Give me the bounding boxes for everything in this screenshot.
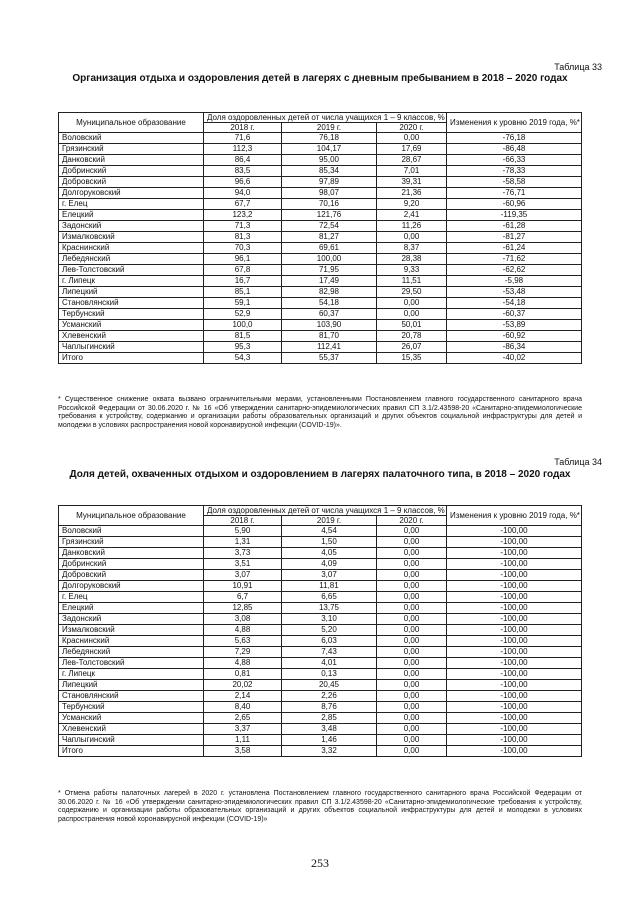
change-cell: -100,00 [447,713,582,724]
municipality-cell: Лев-Толстовский [59,658,204,669]
change-cell: -86,34 [447,342,582,353]
change-cell: -5,98 [447,276,582,287]
municipality-cell: Чаплыгинский [59,735,204,746]
change-cell: -100,00 [447,526,582,537]
change-cell: -100,00 [447,691,582,702]
municipality-cell: Измалковский [59,232,204,243]
value-cell: 2,85 [282,713,377,724]
value-cell: 10,91 [204,581,282,592]
value-cell: 76,18 [282,133,377,144]
value-cell: 0,81 [204,669,282,680]
value-cell: 0,00 [377,680,447,691]
municipality-cell: Тербунский [59,702,204,713]
change-cell: -100,00 [447,746,582,757]
value-cell: 123,2 [204,210,282,221]
change-cell: -81,27 [447,232,582,243]
col-header-2019: 2019 г. [282,123,377,133]
table-row [59,559,582,570]
value-cell: 3,37 [204,724,282,735]
table-row [59,276,582,287]
value-cell: 5,20 [282,625,377,636]
table-34-label: Таблица 34 [554,457,602,467]
municipality-cell: Добринский [59,166,204,177]
value-cell: 0,00 [377,603,447,614]
value-cell: 3,58 [204,746,282,757]
municipality-cell: Добринский [59,559,204,570]
value-cell: 4,88 [204,625,282,636]
change-cell: -76,18 [447,133,582,144]
value-cell: 95,3 [204,342,282,353]
value-cell: 70,16 [282,199,377,210]
col-header-2019: 2019 г. [282,516,377,526]
value-cell: 4,01 [282,658,377,669]
value-cell: 2,41 [377,210,447,221]
change-cell: -100,00 [447,603,582,614]
municipality-cell: Задонский [59,614,204,625]
change-cell: -100,00 [447,658,582,669]
change-cell: -100,00 [447,724,582,735]
municipality-cell: Долгоруковский [59,581,204,592]
value-cell: 5,90 [204,526,282,537]
value-cell: 85,34 [282,166,377,177]
value-cell: 4,88 [204,658,282,669]
municipality-cell: Липецкий [59,287,204,298]
col-header-2018: 2018 г. [204,516,282,526]
table-row [59,320,582,331]
change-cell: -100,00 [447,537,582,548]
municipality-cell: Краснинский [59,636,204,647]
value-cell: 0,00 [377,537,447,548]
value-cell: 29,50 [377,287,447,298]
municipality-cell: г. Елец [59,592,204,603]
change-cell: -100,00 [447,581,582,592]
value-cell: 67,8 [204,265,282,276]
value-cell: 85,1 [204,287,282,298]
value-cell: 81,27 [282,232,377,243]
table-33 [58,112,582,364]
table-row [59,647,582,658]
value-cell: 59,1 [204,298,282,309]
value-cell: 69,61 [282,243,377,254]
value-cell: 3,48 [282,724,377,735]
value-cell: 0,00 [377,713,447,724]
change-cell: -100,00 [447,680,582,691]
table-34-title: Доля детей, охваченных отдыхом и оздоровлением в лагерях палаточного типа, в 2018 – 2020 годах [69,469,571,480]
value-cell: 54,3 [204,353,282,364]
change-cell: -53,48 [447,287,582,298]
table-row [59,166,582,177]
value-cell: 9,33 [377,265,447,276]
value-cell: 0,00 [377,691,447,702]
value-cell: 11,81 [282,581,377,592]
value-cell: 0,00 [377,658,447,669]
value-cell: 112,3 [204,144,282,155]
table-34 [58,505,582,757]
value-cell: 17,69 [377,144,447,155]
change-cell: -66,33 [447,155,582,166]
table-row [59,199,582,210]
change-cell: -60,92 [447,331,582,342]
municipality-cell: Грязинский [59,537,204,548]
change-cell: -100,00 [447,735,582,746]
value-cell: 0,00 [377,526,447,537]
change-cell: -100,00 [447,570,582,581]
value-cell: 8,40 [204,702,282,713]
value-cell: 17,49 [282,276,377,287]
table-row [59,669,582,680]
table-row [59,287,582,298]
municipality-cell: Воловский [59,133,204,144]
value-cell: 6,03 [282,636,377,647]
change-cell: -60,37 [447,309,582,320]
municipality-cell: Измалковский [59,625,204,636]
change-cell: -60,96 [447,199,582,210]
table-row [59,537,582,548]
value-cell: 0,00 [377,724,447,735]
change-cell: -100,00 [447,559,582,570]
municipality-cell: Добровский [59,570,204,581]
value-cell: 3,32 [282,746,377,757]
col-header-share: Доля оздоровленных детей от числа учащихся 1 – 9 классов, % [204,113,447,123]
value-cell: 15,35 [377,353,447,364]
table-row [59,570,582,581]
value-cell: 82,98 [282,287,377,298]
value-cell: 0,00 [377,298,447,309]
value-cell: 0,00 [377,570,447,581]
table-row [59,309,582,320]
value-cell: 28,38 [377,254,447,265]
table-row [59,658,582,669]
table-row [59,298,582,309]
value-cell: 0,00 [377,669,447,680]
municipality-cell: Хлевенский [59,331,204,342]
value-cell: 12,85 [204,603,282,614]
value-cell: 72,54 [282,221,377,232]
table-row [59,680,582,691]
table-row [59,581,582,592]
municipality-cell: Чаплыгинский [59,342,204,353]
municipality-cell: Данковский [59,548,204,559]
value-cell: 3,07 [282,570,377,581]
table-row [59,221,582,232]
value-cell: 0,00 [377,548,447,559]
value-cell: 4,09 [282,559,377,570]
value-cell: 81,3 [204,232,282,243]
table-33-note: * Существенное снижение охвата вызвано ограничительными мерами, установленными Постановлением главного государственного санитарного врача Российской Федерации от 30.06.2020 г. № 16 «Об утверждении санитарно-эпидемиологических правил СП 3.1/2.43598-20 «Санитарно-эпидемиологические требования к устройству, содержанию и организации работы образовательных организаций и других объектов социальной инфраструктуры для детей и молодежи в условиях распространения новой коронавирусной инфекции (COVID-19)». [58,396,582,429]
table-row [59,353,582,364]
value-cell: 26,07 [377,342,447,353]
value-cell: 13,75 [282,603,377,614]
change-cell: -100,00 [447,636,582,647]
table-row [59,702,582,713]
municipality-cell: Итого [59,746,204,757]
municipality-cell: Итого [59,353,204,364]
value-cell: 0,00 [377,735,447,746]
table-row [59,144,582,155]
value-cell: 103,90 [282,320,377,331]
value-cell: 20,78 [377,331,447,342]
change-cell: -61,28 [447,221,582,232]
value-cell: 81,5 [204,331,282,342]
table-row [59,265,582,276]
municipality-cell: Грязинский [59,144,204,155]
municipality-cell: Становлянский [59,298,204,309]
value-cell: 2,14 [204,691,282,702]
municipality-cell: Лебедянский [59,254,204,265]
value-cell: 94,0 [204,188,282,199]
value-cell: 3,73 [204,548,282,559]
value-cell: 0,00 [377,309,447,320]
change-cell: -76,71 [447,188,582,199]
municipality-cell: Данковский [59,155,204,166]
col-header-municipality: Муниципальное образование [59,506,204,526]
change-cell: -100,00 [447,625,582,636]
value-cell: 3,08 [204,614,282,625]
col-header-2020: 2020 г. [377,516,447,526]
table-row [59,210,582,221]
value-cell: 0,00 [377,559,447,570]
value-cell: 70,3 [204,243,282,254]
municipality-cell: Лев-Толстовский [59,265,204,276]
table-row [59,548,582,559]
municipality-cell: Усманский [59,713,204,724]
value-cell: 86,4 [204,155,282,166]
page-number: 253 [311,856,329,870]
value-cell: 67,7 [204,199,282,210]
value-cell: 1,11 [204,735,282,746]
value-cell: 39,31 [377,177,447,188]
value-cell: 7,43 [282,647,377,658]
table-row [59,188,582,199]
municipality-cell: Тербунский [59,309,204,320]
change-cell: -100,00 [447,702,582,713]
municipality-cell: Лебедянский [59,647,204,658]
value-cell: 0,00 [377,647,447,658]
municipality-cell: г. Липецк [59,669,204,680]
value-cell: 0,00 [377,581,447,592]
municipality-cell: Усманский [59,320,204,331]
municipality-cell: Елецкий [59,210,204,221]
municipality-cell: Становлянский [59,691,204,702]
municipality-cell: Добровский [59,177,204,188]
municipality-cell: Краснинский [59,243,204,254]
table-row [59,232,582,243]
municipality-cell: Воловский [59,526,204,537]
value-cell: 3,07 [204,570,282,581]
value-cell: 81,70 [282,331,377,342]
value-cell: 121,76 [282,210,377,221]
value-cell: 11,26 [377,221,447,232]
value-cell: 0,00 [377,625,447,636]
value-cell: 0,00 [377,746,447,757]
change-cell: -40,02 [447,353,582,364]
value-cell: 112,41 [282,342,377,353]
value-cell: 50,01 [377,320,447,331]
municipality-cell: г. Липецк [59,276,204,287]
change-cell: -100,00 [447,548,582,559]
table-row [59,724,582,735]
value-cell: 16,7 [204,276,282,287]
value-cell: 97,89 [282,177,377,188]
value-cell: 55,37 [282,353,377,364]
value-cell: 28,67 [377,155,447,166]
table-row [59,526,582,537]
table-row [59,614,582,625]
value-cell: 1,31 [204,537,282,548]
table-row [59,243,582,254]
value-cell: 100,00 [282,254,377,265]
change-cell: -100,00 [447,647,582,658]
table-row [59,735,582,746]
change-cell: -100,00 [447,592,582,603]
value-cell: 3,10 [282,614,377,625]
municipality-cell: Липецкий [59,680,204,691]
value-cell: 83,5 [204,166,282,177]
value-cell: 0,00 [377,702,447,713]
value-cell: 0,00 [377,133,447,144]
col-header-2018: 2018 г. [204,123,282,133]
table-row [59,603,582,614]
value-cell: 95,00 [282,155,377,166]
value-cell: 7,29 [204,647,282,658]
municipality-cell: г. Елец [59,199,204,210]
value-cell: 0,00 [377,592,447,603]
change-cell: -100,00 [447,614,582,625]
col-header-share: Доля оздоровленных детей от числа учащихся 1 – 9 классов, % [204,506,447,516]
table-row [59,331,582,342]
change-cell: -61,24 [447,243,582,254]
table-row [59,592,582,603]
table-row [59,746,582,757]
value-cell: 104,17 [282,144,377,155]
value-cell: 5,63 [204,636,282,647]
value-cell: 4,54 [282,526,377,537]
table-34-note: * Отмена работы палаточных лагерей в 2020 г. установлена Постановлением главного государственного санитарного врача Российской Федерации от 30.06.2020 г. № 16 «Об утверждении санитарно-эпидемиологических правил СП 3.1/2.43598-20 «Санитарно-эпидемиологические требования к устройству, содержанию и организации работы образовательных организаций и других объектов социальной инфраструктуры для детей и молодежи в условиях распространения новой коронавирусной инфекции (COVID-19)» [58,790,582,823]
value-cell: 60,37 [282,309,377,320]
table-row [59,155,582,166]
value-cell: 20,45 [282,680,377,691]
table-row [59,713,582,724]
table-33-label: Таблица 33 [554,62,602,72]
value-cell: 0,00 [377,614,447,625]
value-cell: 98,07 [282,188,377,199]
table-33-title: Организация отдыха и оздоровления детей в лагерях с дневным пребыванием в 2018 – 2020 годах [72,73,568,84]
table-row [59,625,582,636]
value-cell: 71,3 [204,221,282,232]
value-cell: 21,36 [377,188,447,199]
table-row [59,177,582,188]
value-cell: 71,6 [204,133,282,144]
table-row [59,636,582,647]
value-cell: 54,18 [282,298,377,309]
change-cell: -58,58 [447,177,582,188]
value-cell: 3,51 [204,559,282,570]
change-cell: -86,48 [447,144,582,155]
value-cell: 100,0 [204,320,282,331]
change-cell: -100,00 [447,669,582,680]
value-cell: 6,65 [282,592,377,603]
value-cell: 2,26 [282,691,377,702]
value-cell: 4,05 [282,548,377,559]
municipality-cell: Хлевенский [59,724,204,735]
value-cell: 71,95 [282,265,377,276]
value-cell: 52,9 [204,309,282,320]
change-cell: -71,62 [447,254,582,265]
value-cell: 96,1 [204,254,282,265]
value-cell: 0,13 [282,669,377,680]
value-cell: 7,01 [377,166,447,177]
value-cell: 1,46 [282,735,377,746]
change-cell: -119,35 [447,210,582,221]
value-cell: 96,6 [204,177,282,188]
value-cell: 6,7 [204,592,282,603]
value-cell: 0,00 [377,636,447,647]
value-cell: 0,00 [377,232,447,243]
table-row [59,254,582,265]
value-cell: 8,76 [282,702,377,713]
value-cell: 8,37 [377,243,447,254]
value-cell: 20,02 [204,680,282,691]
table-row [59,342,582,353]
change-cell: -53,89 [447,320,582,331]
col-header-change: Изменения к уровню 2019 года, %* [447,113,582,133]
municipality-cell: Елецкий [59,603,204,614]
value-cell: 2,65 [204,713,282,724]
change-cell: -62,62 [447,265,582,276]
change-cell: -78,33 [447,166,582,177]
table-row [59,133,582,144]
change-cell: -54,18 [447,298,582,309]
value-cell: 11,51 [377,276,447,287]
municipality-cell: Долгоруковский [59,188,204,199]
table-row [59,691,582,702]
col-header-municipality: Муниципальное образование [59,113,204,133]
municipality-cell: Задонский [59,221,204,232]
col-header-2020: 2020 г. [377,123,447,133]
col-header-change: Изменения к уровню 2019 года, %* [447,506,582,526]
value-cell: 1,50 [282,537,377,548]
value-cell: 9,20 [377,199,447,210]
